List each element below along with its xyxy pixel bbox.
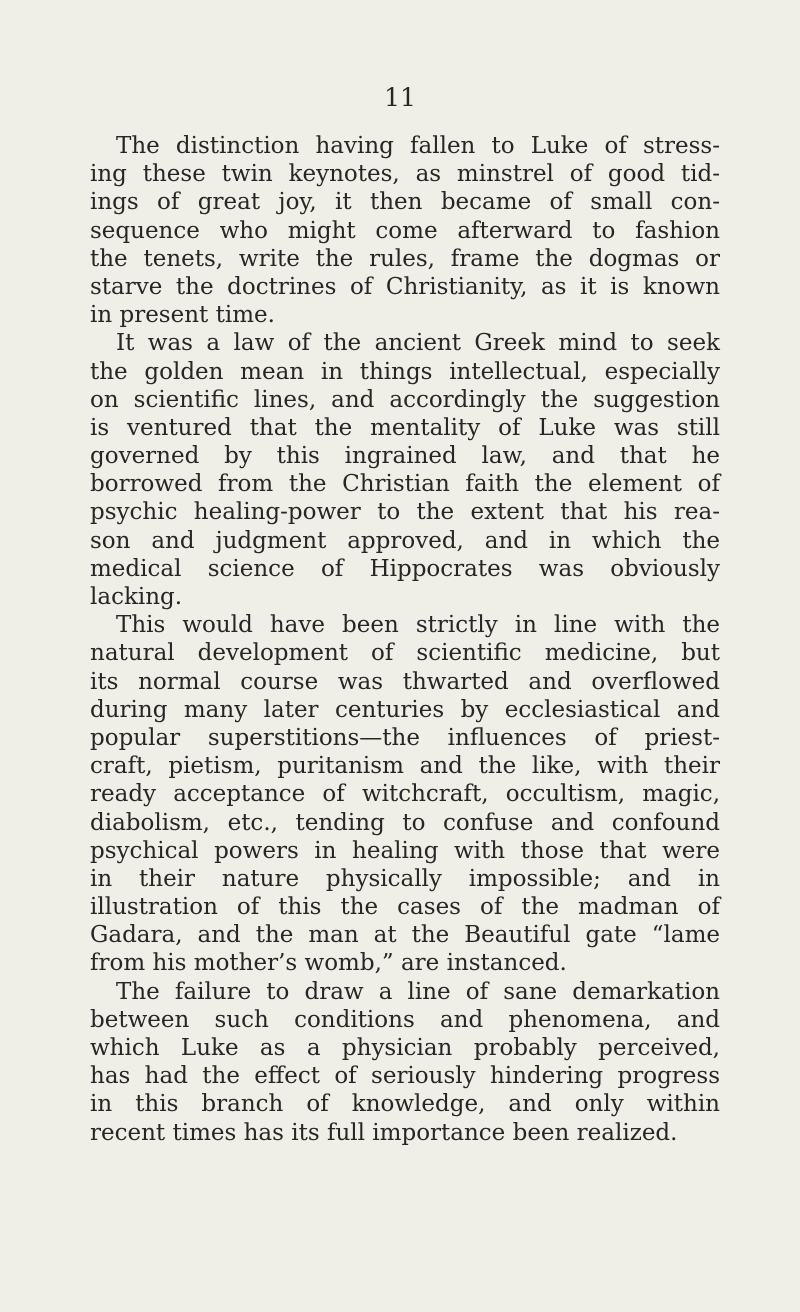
text-line: starve the doctrines of Christianity, as it is known <box>90 273 720 300</box>
paragraph <box>90 978 720 1147</box>
text-line: diabolism, etc., tending to confuse and confound <box>90 809 720 836</box>
page-number: 11 <box>384 83 416 112</box>
text-line: It was a law of the ancient Greek mind to seek <box>116 330 720 357</box>
text-line: illustration of this the cases of the madman of <box>90 894 720 921</box>
text-line: recent times has its full importance been realized. <box>90 1119 678 1146</box>
text-line: natural development of scientific medicine, but <box>90 640 720 667</box>
text-line: in their nature physically impossible; and in <box>90 865 720 892</box>
text-line: its normal course was thwarted and overflowed <box>90 668 720 695</box>
text-line: The distinction having fallen to Luke of stress- <box>116 133 720 159</box>
text-line: The failure to draw a line of sane demarkation <box>116 978 720 1005</box>
text-line: ing these twin keynotes, as minstrel of good tid- <box>90 161 720 188</box>
body-text <box>90 132 720 1147</box>
text-line: is ventured that the mentality of Luke was still <box>90 414 720 441</box>
text-line: which Luke as a physician probably perceived, <box>90 1035 720 1061</box>
text-line: borrowed from the Christian faith the element of <box>90 471 720 498</box>
text-line: popular superstitions—the influences of priest- <box>90 724 720 751</box>
text-line: the golden mean in things intellectual, especially <box>90 358 720 385</box>
text-line: on scientific lines, and accordingly the suggestion <box>90 386 720 413</box>
text-line: sequence who might come afterward to fashion <box>90 217 720 244</box>
text-line: psychic healing-power to the extent that his rea- <box>90 499 720 526</box>
text-line: psychical powers in healing with those that were <box>90 837 720 864</box>
text-line: Gadara, and the man at the Beautiful gate “lame <box>90 922 720 949</box>
text-line: medical science of Hippocrates was obviously <box>90 555 720 582</box>
paragraph <box>90 132 720 329</box>
text-line: during many later centuries by ecclesiastical and <box>90 696 720 723</box>
text-line: ready acceptance of witchcraft, occultism, magic, <box>90 781 720 808</box>
text-line: from his mother’s womb,” are instanced. <box>90 950 567 977</box>
text-line: lacking. <box>90 584 183 610</box>
paragraph <box>90 329 720 611</box>
text-line: governed by this ingrained law, and that he <box>90 443 720 470</box>
text-line: ings of great joy, it then became of small con- <box>90 189 720 216</box>
text-line: in present time. <box>90 302 275 329</box>
paragraph <box>90 611 720 977</box>
text-line: This would have been strictly in line with the <box>116 612 720 639</box>
text-line: craft, pietism, puritanism and the like, with their <box>90 753 720 780</box>
text-line: has had the effect of seriously hindering progress <box>90 1063 720 1090</box>
text-line: son and judgment approved, and in which the <box>90 527 720 554</box>
text-line: in this branch of knowledge, and only within <box>90 1091 720 1118</box>
text-line: the tenets, write the rules, frame the dogmas or <box>90 245 720 272</box>
text-line: between such conditions and phenomena, and <box>90 1006 720 1033</box>
